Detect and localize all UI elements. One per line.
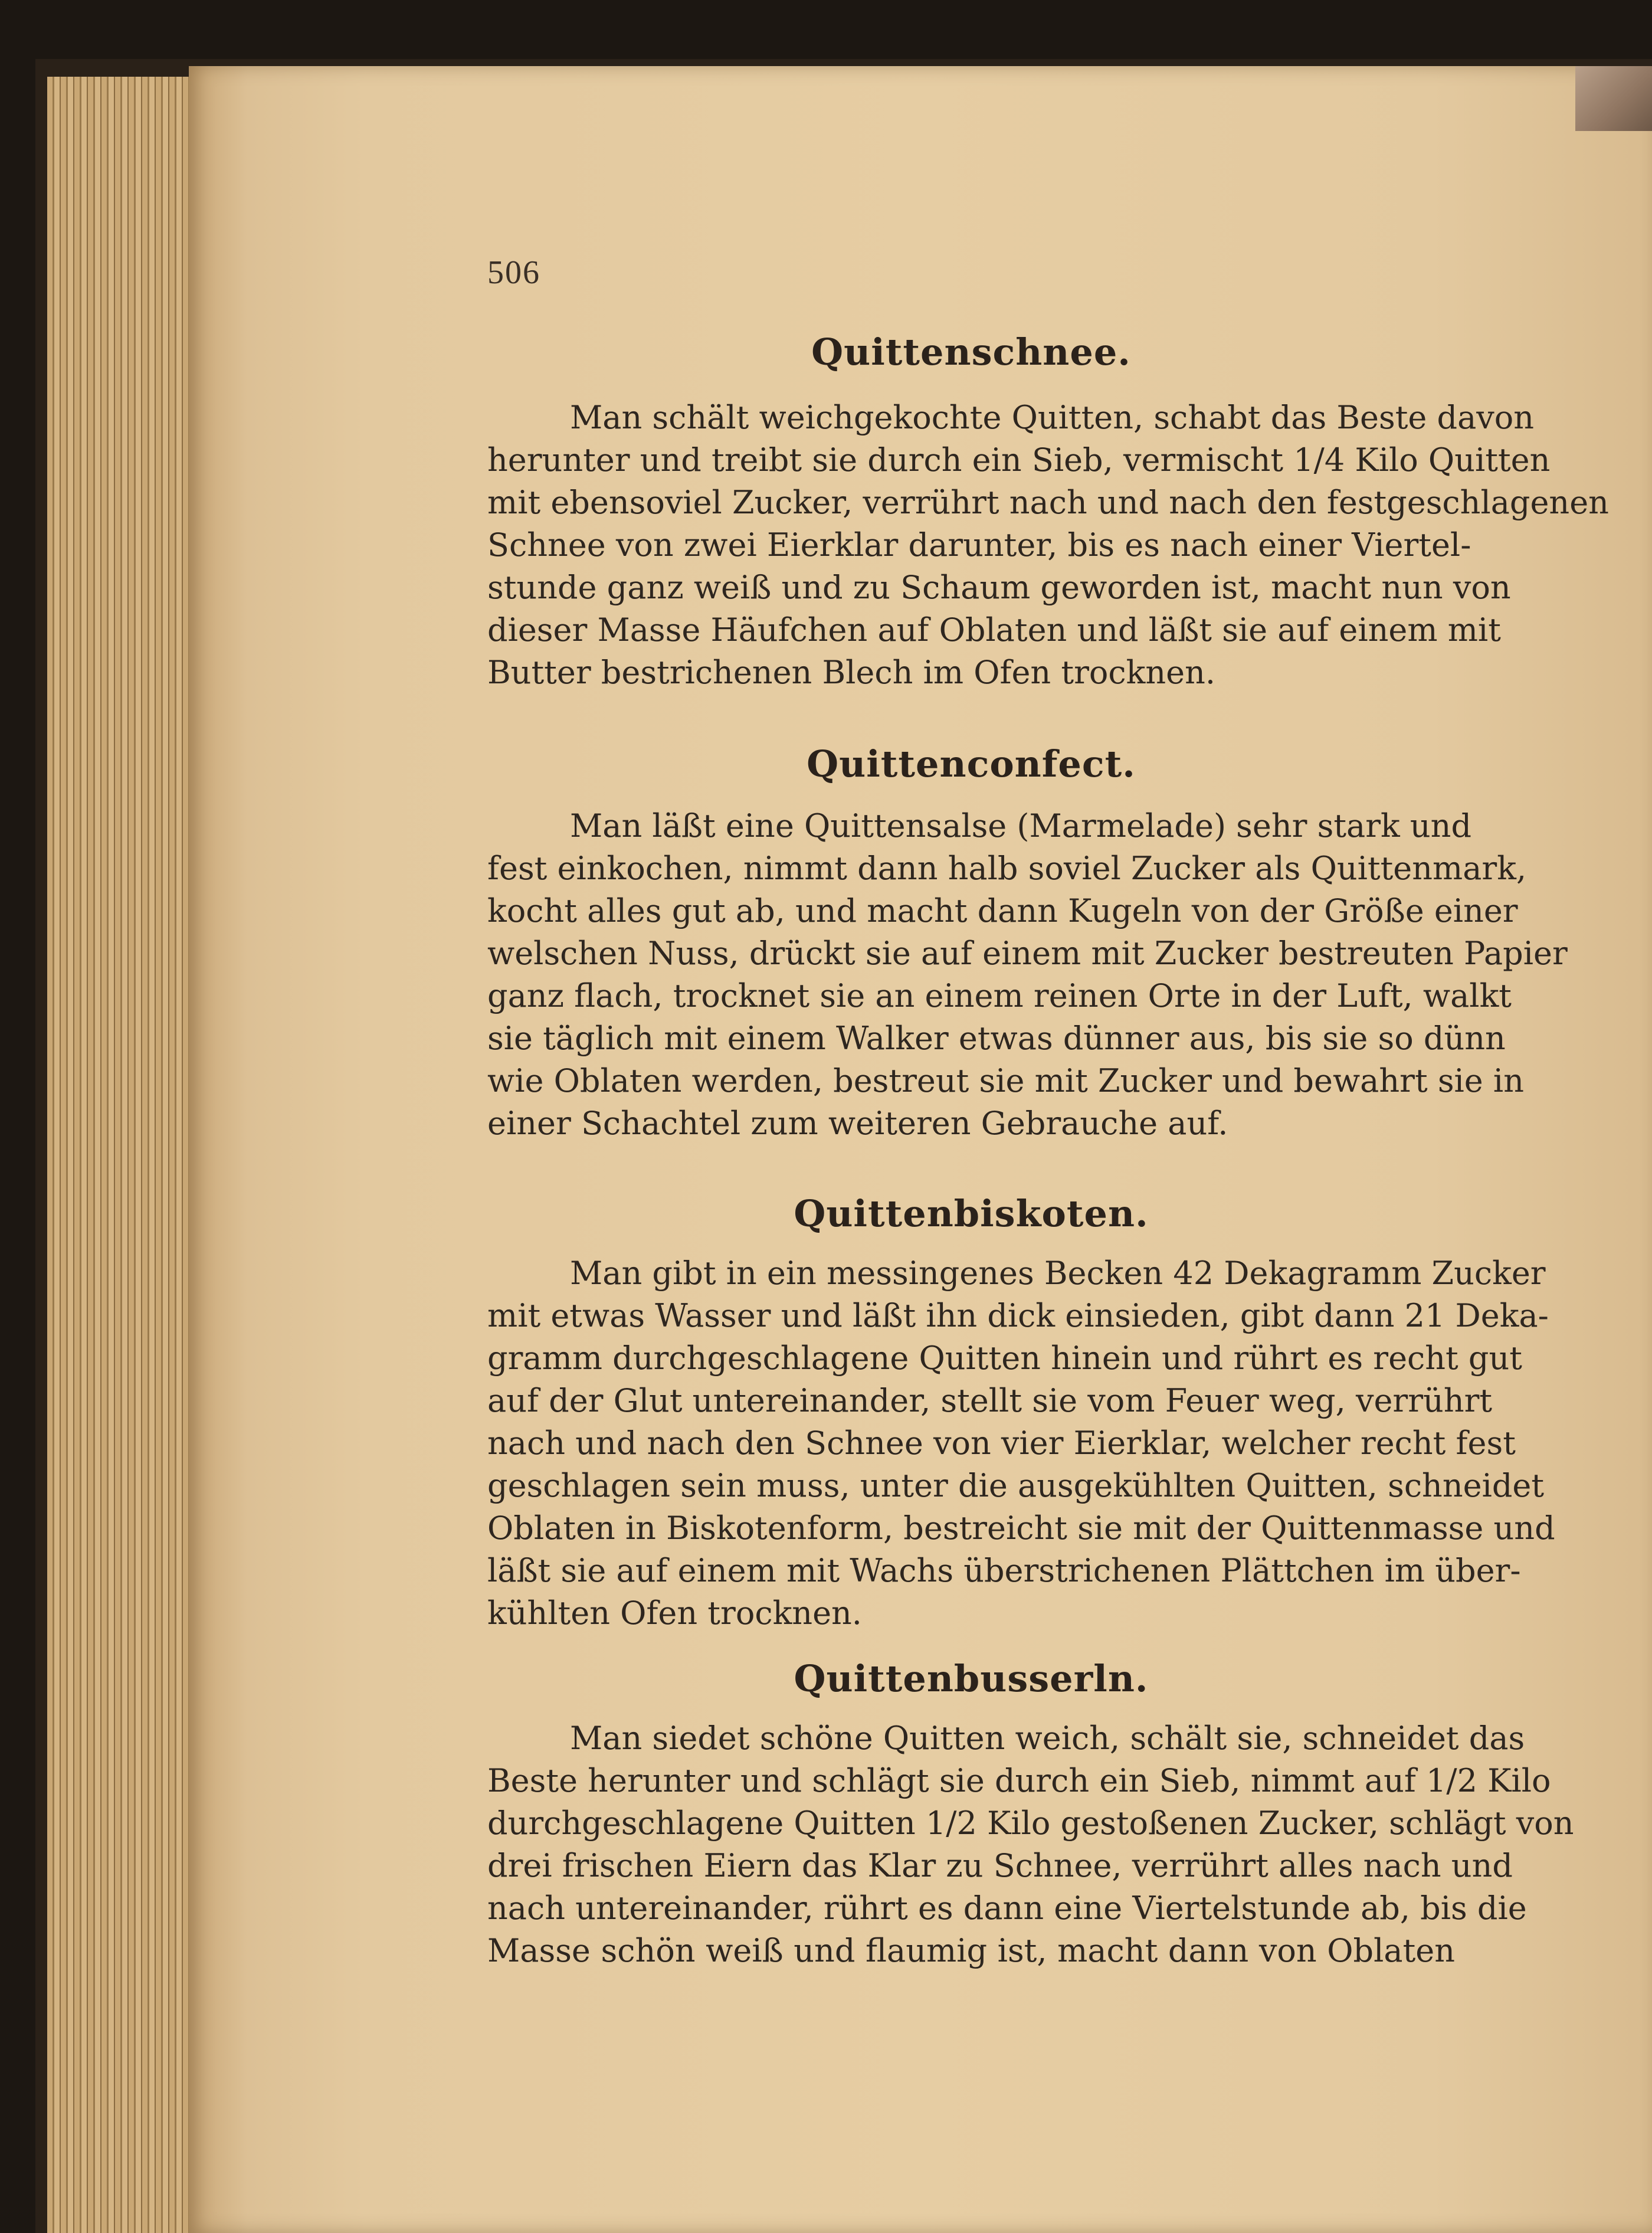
paragraph-line: Oblaten in Biskotenform, bestreicht sie mit der Quittenmasse und <box>487 1510 1555 1547</box>
paragraph-line: ganz flach, trocknet sie an einem reinen Orte in der Luft, walkt <box>487 977 1512 1014</box>
section-title-quittenconfect: Quittenconfect. <box>807 742 1136 785</box>
page-number: 506 <box>487 254 540 291</box>
paragraph-line: Man läßt eine Quittensalse (Marmelade) sehr stark und <box>570 807 1472 844</box>
paragraph-line: drei frischen Eiern das Klar zu Schnee, verrührt alles nach und <box>487 1847 1513 1884</box>
paragraph-line: kocht alles gut ab, und macht dann Kugeln von der Größe einer <box>487 892 1518 929</box>
paragraph-line: durchgeschlagene Quitten 1/2 Kilo gestoßenen Zucker, schlägt von <box>487 1805 1574 1842</box>
paragraph-line: Beste herunter und schlägt sie durch ein Sieb, nimmt auf 1/2 Kilo <box>487 1762 1551 1799</box>
paragraph-line: Man schält weichgekochte Quitten, schabt das Beste davon <box>570 399 1535 436</box>
paragraph-line: Masse schön weiß und flaumig ist, macht dann von Oblaten <box>487 1932 1455 1969</box>
paragraph-line: Schnee von zwei Eierklar darunter, bis es nach einer Viertel- <box>487 526 1471 564</box>
paragraph-line: kühlten Ofen trocknen. <box>487 1594 862 1632</box>
paragraph-line: fest einkochen, nimmt dann halb soviel Zucker als Quittenmark, <box>487 850 1527 887</box>
paragraph-line: dieser Masse Häufchen auf Oblaten und läßt sie auf einem mit <box>487 611 1501 649</box>
paragraph-line: auf der Glut untereinander, stellt sie vom Feuer weg, verrührt <box>487 1382 1493 1419</box>
paragraph-line: welschen Nuss, drückt sie auf einem mit Zucker bestreuten Papier <box>487 935 1568 972</box>
paragraph-line: sie täglich mit einem Walker etwas dünner aus, bis sie so dünn <box>487 1020 1506 1057</box>
page-edges <box>47 77 195 2233</box>
paragraph-line: läßt sie auf einem mit Wachs überstrichenen Plättchen im über- <box>487 1552 1521 1589</box>
paragraph-line: gramm durchgeschlagene Quitten hinein und rührt es recht gut <box>487 1340 1522 1377</box>
paragraph-line: nach und nach den Schnee von vier Eierklar, welcher recht fest <box>487 1425 1516 1462</box>
paragraph-line: mit etwas Wasser und läßt ihn dick einsieden, gibt dann 21 Deka- <box>487 1297 1549 1334</box>
paragraph-line: geschlagen sein muss, unter die ausgekühlten Quitten, schneidet <box>487 1467 1545 1504</box>
section-title-quittenbusserln: Quittenbusserln. <box>794 1657 1149 1700</box>
paragraph-line: mit ebensoviel Zucker, verrührt nach und nach den festgeschlagenen <box>487 484 1609 521</box>
section-title-quittenbiskoten: Quittenbiskoten. <box>794 1192 1149 1235</box>
paragraph-line: nach untereinander, rührt es dann eine Viertelstunde ab, bis die <box>487 1890 1527 1927</box>
paragraph-line: Man siedet schöne Quitten weich, schält sie, schneidet das <box>570 1720 1525 1757</box>
section-title-quittenschnee: Quittenschnee. <box>811 330 1131 374</box>
bookmark-ribbon <box>1575 66 1652 131</box>
paragraph-line: stunde ganz weiß und zu Schaum geworden ist, macht nun von <box>487 569 1511 606</box>
paragraph-line: wie Oblaten werden, bestreut sie mit Zucker und bewahrt sie in <box>487 1062 1524 1099</box>
paragraph-line: Butter bestrichenen Blech im Ofen trocknen. <box>487 654 1216 691</box>
paragraph-line: einer Schachtel zum weiteren Gebrauche auf. <box>487 1105 1228 1142</box>
paragraph-line: Man gibt in ein messingenes Becken 42 Dekagramm Zucker <box>570 1255 1546 1292</box>
paragraph-line: herunter und treibt sie durch ein Sieb, vermischt 1/4 Kilo Quitten <box>487 441 1551 479</box>
